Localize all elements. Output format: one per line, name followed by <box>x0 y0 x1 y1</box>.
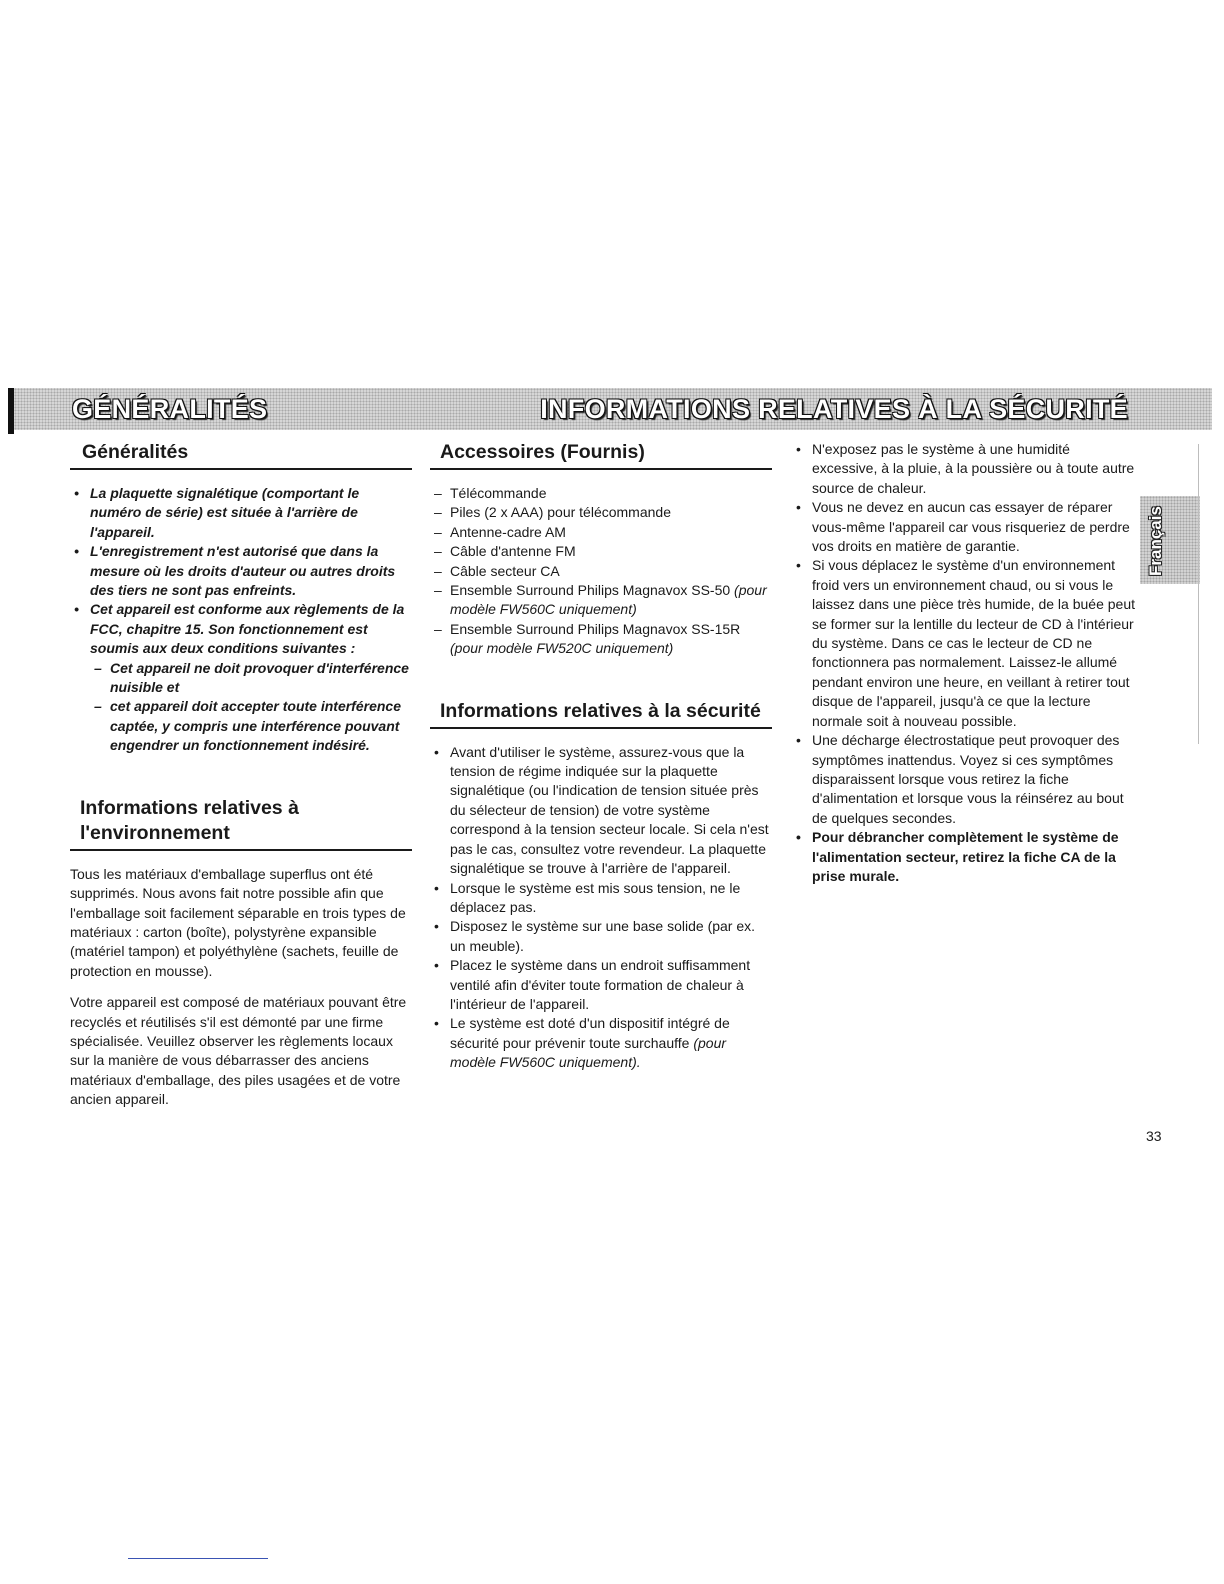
safety-note: (pour modèle FW560C uniquement). <box>450 1034 727 1071</box>
accessory-item <box>430 542 772 561</box>
column-generalites <box>70 440 412 1122</box>
sub-list-item: – Cet appareil ne doit provoquer d'interférence nuisible et <box>90 659 412 698</box>
accessory-text: Piles (2 x AAA) pour télécommande <box>450 504 671 521</box>
safety-item <box>430 917 772 956</box>
accessory-text: Ensemble Surround Philips Magnavox SS-15R <box>450 620 741 637</box>
accessory-item <box>430 620 772 659</box>
list-item <box>70 600 412 755</box>
accessory-text: Ensemble Surround Philips Magnavox SS-50 <box>450 582 735 599</box>
safety-item: • Si vous déplacez le système d'un environnement froid vers un environnement chaud, ou si vous le laissez dans une pièce très humide, de la buée peut se former sur la lentille du lecteur de CD à l'intérieur du système. Dans ce cas le lecteur de CD ne fonctionnera pas normalement. Laissez-le allumé pendant environ une heure, en veillant à retirer tout disque de l'appareil, jusqu'à ce que la lecture normale soit à nouveau possible. <box>792 556 1137 731</box>
accessory-item <box>430 562 772 581</box>
accessory-text: Télécommande <box>450 485 547 501</box>
column-accessoires <box>430 440 772 1073</box>
header-left-title: GÉNÉRALITÉS <box>72 394 268 424</box>
safety-item <box>430 1014 772 1072</box>
safety-text: Le système est doté d'un dispositif intégré de sécurité pour prévenir toute surchauffe <box>450 1015 730 1051</box>
footer-rule <box>128 1558 268 1559</box>
safety-item: • Vous ne devez en aucun cas essayer de réparer vous-même l'appareil car vous risqueriez de perdre vos droits en matière de garantie. <box>792 498 1137 556</box>
list-item: • L'enregistrement n'est autorisé que dans la mesure où les droits d'auteur ou autres droits des tiers ne sont pas enfreints. <box>70 542 412 600</box>
safety-item: • Une décharge électrostatique peut provoquer des symptômes inattendus. Voyez si ces symptômes disparaissent lorsque vous retirez la fiche d'alimentation et lorsque vous la réinsérez au bout de quelques secondes. <box>792 731 1137 828</box>
safety-item <box>430 956 772 1014</box>
conditions-sublist <box>90 659 412 756</box>
safety-item: • N'exposez pas le système à une humidité excessive, à la pluie, à la poussière ou à toute autre source de chaleur. <box>792 440 1137 498</box>
accessory-text: Câble secteur CA <box>450 562 560 579</box>
environment-paragraph: Votre appareil est composé de matériaux pouvant être recyclés et réutilisés s'il est démonté par une firme spécialisée. Veuillez observer les règlements locaux sur la manière de vous débarrasser des anciens matériaux d'emballage, des piles usagées et de votre ancien appareil. <box>70 994 407 1108</box>
safety-text: Disposez le système sur une base solide (par ex. un meuble). <box>450 918 756 954</box>
header-right-title: INFORMATIONS RELATIVES À LA SÉCURITÉ <box>540 394 1128 424</box>
safety-text: Lorsque le système est mis sous tension, ne le déplacez pas. <box>450 879 741 915</box>
safety-heading: Informations relatives à la sécurité <box>430 699 772 729</box>
environment-heading: Informations relatives à l'environnement <box>70 796 412 851</box>
language-tab-label: Français <box>1146 506 1165 576</box>
accessory-note: (pour modèle FW520C uniquement) <box>450 640 674 657</box>
header-marker <box>8 388 14 434</box>
list-item: • La plaquette signalétique (comportant le numéro de série) est située à l'arrière de l'appareil. <box>70 484 412 542</box>
environment-paragraph: Tous les matériaux d'emballage superflus ont été supprimés. Nous avons fait notre possible afin que l'emballage soit facilement séparable en trois types de matériaux : carton (boîte), polystyrène expansible (matériel tampon) et polyéthylène (sachets, feuille de protection en mousse). <box>70 865 406 979</box>
page-edge-line <box>1198 444 1199 744</box>
safety-item <box>430 879 772 918</box>
column-securite-suite <box>792 440 1137 886</box>
safety-list <box>430 743 772 1073</box>
generalites-heading: Généralités <box>70 440 412 470</box>
accessory-text: Antenne-cadre AM <box>450 523 566 540</box>
accessory-text: Câble d'antenne FM <box>450 543 576 560</box>
page-number: 33 <box>1146 1128 1162 1144</box>
list-item-text: Cet appareil est conforme aux règlements de la FCC, chapitre 15. Son fonctionnement est soumis aux deux conditions suivantes : <box>90 601 405 657</box>
accessory-item <box>430 581 772 620</box>
safety-text: Avant d'utiliser le système, assurez-vous que la tension de régime indiquée sur la plaquette signalétique (ou l'indication de tension située près du sélecteur de tension) de votre système correspond à la tension secteur locale. Si cela n'est pas le cas, consultez votre revendeur. La plaquette signalétique se trouve à l'arrière de l'appareil. <box>450 743 769 877</box>
safety-list-continued <box>792 440 1137 886</box>
accessory-note: (pour modèle FW560C uniquement) <box>450 582 767 618</box>
accessories-heading: Accessoires (Fournis) <box>430 440 772 470</box>
sub-list-item: – cet appareil doit accepter toute interférence captée, y compris une interférence pouvant engendrer un fonctionnement indésiré. <box>90 697 412 755</box>
accessory-item <box>430 484 772 503</box>
safety-text: Placez le système dans un endroit suffisamment ventilé afin d'éviter toute formation de chaleur à l'intérieur de l'appareil. <box>450 957 751 1012</box>
generalites-list <box>70 484 412 756</box>
safety-item <box>430 743 772 879</box>
accessory-item <box>430 503 772 522</box>
accessories-list <box>430 484 772 659</box>
safety-item-emphasis: • Pour débrancher complètement le système de l'alimentation secteur, retirez la fiche CA de la prise murale. <box>792 828 1137 886</box>
accessory-item <box>430 523 772 542</box>
